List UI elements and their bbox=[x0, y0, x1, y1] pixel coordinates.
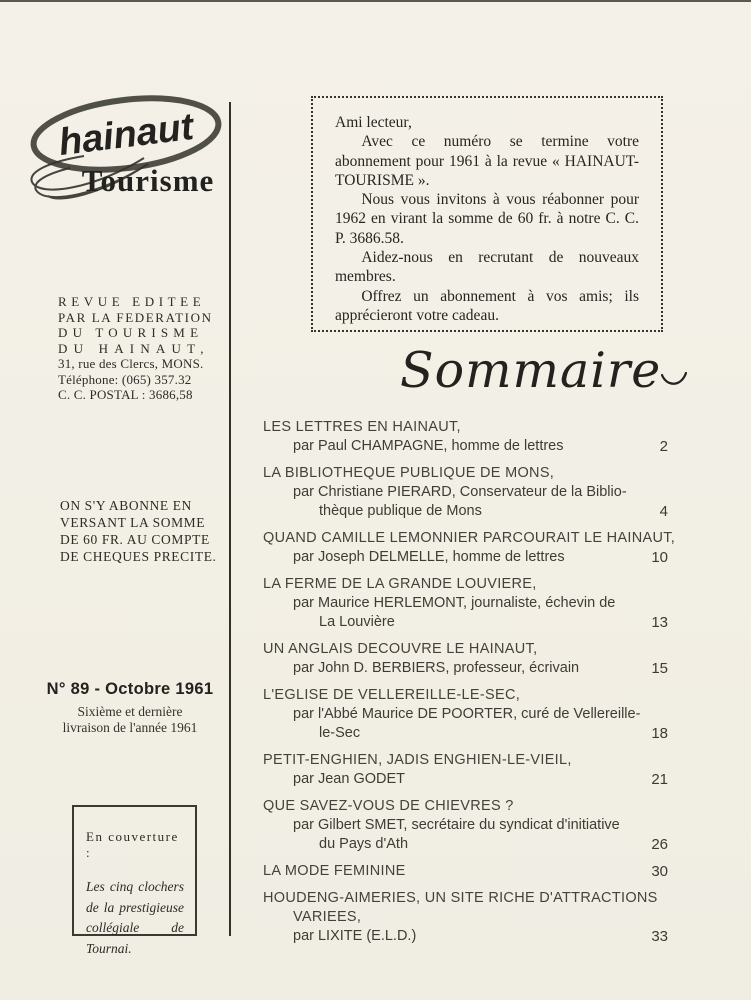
toc-page-number: 33 bbox=[651, 928, 668, 945]
issue-subtitle-line: livraison de l'année 1961 bbox=[62, 720, 198, 735]
toc-entry bbox=[263, 575, 668, 632]
toc-title-line: VARIEES, bbox=[293, 909, 362, 925]
hainaut-tourisme-logo bbox=[26, 94, 222, 204]
toc-page-number: 30 bbox=[651, 863, 668, 880]
subscription-line: DE CHEQUES PRECITE. bbox=[60, 549, 217, 564]
toc-author-line: La Louvière bbox=[319, 614, 395, 630]
toc-author-line: par John D. BERBIERS, professeur, écrivain bbox=[293, 660, 580, 676]
scan-edge bbox=[0, 0, 751, 2]
toc-author-line: le-Sec bbox=[319, 725, 361, 741]
sommaire-flourish bbox=[661, 367, 687, 389]
cover-note-box bbox=[72, 805, 197, 956]
cover-label: En couverture : bbox=[86, 829, 179, 860]
subscription-line: VERSANT LA SOMME bbox=[60, 515, 206, 530]
toc-entry-text bbox=[263, 889, 668, 946]
toc-title-line: LA BIBLIOTHEQUE PUBLIQUE DE MONS, bbox=[263, 465, 555, 481]
sommaire-heading-text: Sommaire bbox=[400, 342, 662, 399]
toc-entry bbox=[263, 418, 668, 456]
toc-entry bbox=[263, 889, 668, 946]
publisher-address: 31, rue des Clercs, MONS. bbox=[58, 356, 204, 371]
toc-title-line: PETIT-ENGHIEN, JADIS ENGHIEN-LE-VIEIL, bbox=[263, 752, 572, 768]
toc-page-number: 2 bbox=[659, 438, 668, 455]
toc-entry bbox=[263, 640, 668, 678]
toc-page-number: 18 bbox=[651, 725, 668, 742]
publisher-line: DU HAINAUT, bbox=[58, 340, 210, 356]
publisher-line: REVUE EDITEE bbox=[58, 294, 206, 309]
toc-title-line: UN ANGLAIS DECOUVRE LE HAINAUT, bbox=[263, 641, 538, 657]
toc-entry-text bbox=[263, 575, 668, 632]
notice-paragraph: Offrez un abonnement à vos amis; ils apprécieront votre cadeau. bbox=[335, 287, 639, 324]
toc-entry-text bbox=[263, 529, 676, 567]
publisher-postal-account: C. C. POSTAL : 3686,58 bbox=[58, 387, 193, 402]
toc-author-line: thèque publique de Mons bbox=[319, 503, 482, 519]
logo-wordmark: hainaut bbox=[56, 105, 196, 165]
issue-subtitle-line: Sixième et dernière bbox=[77, 704, 183, 719]
toc-title-line: LA FERME DE LA GRANDE LOUVIERE, bbox=[263, 576, 537, 592]
toc-author-line: par Christiane PIERARD, Conservateur de la Biblio- bbox=[293, 484, 627, 500]
toc-page-number: 4 bbox=[659, 503, 668, 520]
issue-subtitle bbox=[32, 704, 228, 736]
toc-title-line: HOUDENG-AIMERIES, UN SITE RICHE D'ATTRACTIONS bbox=[263, 890, 658, 906]
notice-paragraph: Nous vous invitons à vous réabonner pour 1962 en virant la somme de 60 fr. à notre C. C. P. 3686.58. bbox=[335, 191, 639, 247]
toc-author-line: par Maurice HERLEMONT, journaliste, échevin de bbox=[293, 595, 616, 611]
toc-author-line: par Joseph DELMELLE, homme de lettres bbox=[293, 549, 565, 565]
toc-title-line: L'EGLISE DE VELLEREILLE-LE-SEC, bbox=[263, 687, 521, 703]
toc-title-line: QUAND CAMILLE LEMONNIER PARCOURAIT LE HAINAUT, bbox=[263, 530, 676, 546]
toc-entry bbox=[263, 797, 668, 854]
subscription-line: ON S'Y ABONNE EN bbox=[60, 498, 192, 513]
issue-number: N° 89 - Octobre 1961 bbox=[46, 680, 214, 698]
toc-author-line: par LIXITE (E.L.D.) bbox=[293, 928, 417, 944]
toc-entry bbox=[263, 862, 668, 881]
subscription-note bbox=[60, 497, 220, 565]
toc-author-line: par Jean GODET bbox=[293, 771, 406, 787]
toc-title-line: LES LETTRES EN HAINAUT, bbox=[263, 419, 461, 435]
toc-list bbox=[263, 418, 676, 954]
toc-author-line: du Pays d'Ath bbox=[319, 836, 409, 852]
toc-entry bbox=[263, 529, 676, 567]
toc-title-line: LA MODE FEMININE bbox=[263, 863, 406, 879]
notice-paragraph: Aidez-nous en recrutant de nouveaux membres. bbox=[335, 249, 639, 286]
toc-page-number: 10 bbox=[651, 549, 668, 566]
column-divider-rule bbox=[229, 102, 231, 936]
toc-entry-text bbox=[263, 418, 668, 456]
toc-author-line: par l'Abbé Maurice DE POORTER, curé de Vellereille- bbox=[293, 706, 641, 722]
toc-entry-text bbox=[263, 751, 668, 789]
publisher-block bbox=[58, 294, 214, 403]
toc-entry-text bbox=[263, 797, 668, 854]
toc-page-number: 13 bbox=[651, 614, 668, 631]
issue-block bbox=[32, 680, 228, 736]
logo-subtitle: Tourisme bbox=[81, 163, 215, 198]
notice-salutation: Ami lecteur, bbox=[335, 114, 412, 131]
publisher-line: DU TOURISME bbox=[58, 325, 204, 340]
toc-entry bbox=[263, 464, 668, 521]
sommaire-heading bbox=[400, 342, 665, 399]
toc-entry-text bbox=[263, 640, 668, 678]
toc-entry-text bbox=[263, 862, 668, 881]
toc-entry bbox=[263, 686, 668, 743]
cover-description: Les cinq clochers de la prestigieuse collégiale de Tournai. bbox=[86, 879, 184, 956]
toc-page-number: 21 bbox=[651, 771, 668, 788]
publisher-line: PAR LA FEDERATION bbox=[58, 309, 213, 325]
toc-entry-text bbox=[263, 686, 668, 743]
toc-entry-text bbox=[263, 464, 668, 521]
toc-title-line: QUE SAVEZ-VOUS DE CHIEVRES ? bbox=[263, 798, 514, 814]
toc-page-number: 26 bbox=[651, 836, 668, 853]
notice-paragraph: Avec ce numéro se termine votre abonnement pour 1961 à la revue « HAINAUT-TOURISME ». bbox=[335, 133, 639, 189]
toc-page-number: 15 bbox=[651, 660, 668, 677]
toc-entry bbox=[263, 751, 668, 789]
toc-author-line: par Paul CHAMPAGNE, homme de lettres bbox=[293, 438, 564, 454]
subscription-line: DE 60 FR. AU COMPTE bbox=[60, 532, 210, 547]
publisher-phone: Téléphone: (065) 357.32 bbox=[58, 371, 192, 387]
toc-author-line: par Gilbert SMET, secrétaire du syndicat d'initiative bbox=[293, 817, 620, 833]
subscriber-notice-box bbox=[311, 96, 663, 332]
